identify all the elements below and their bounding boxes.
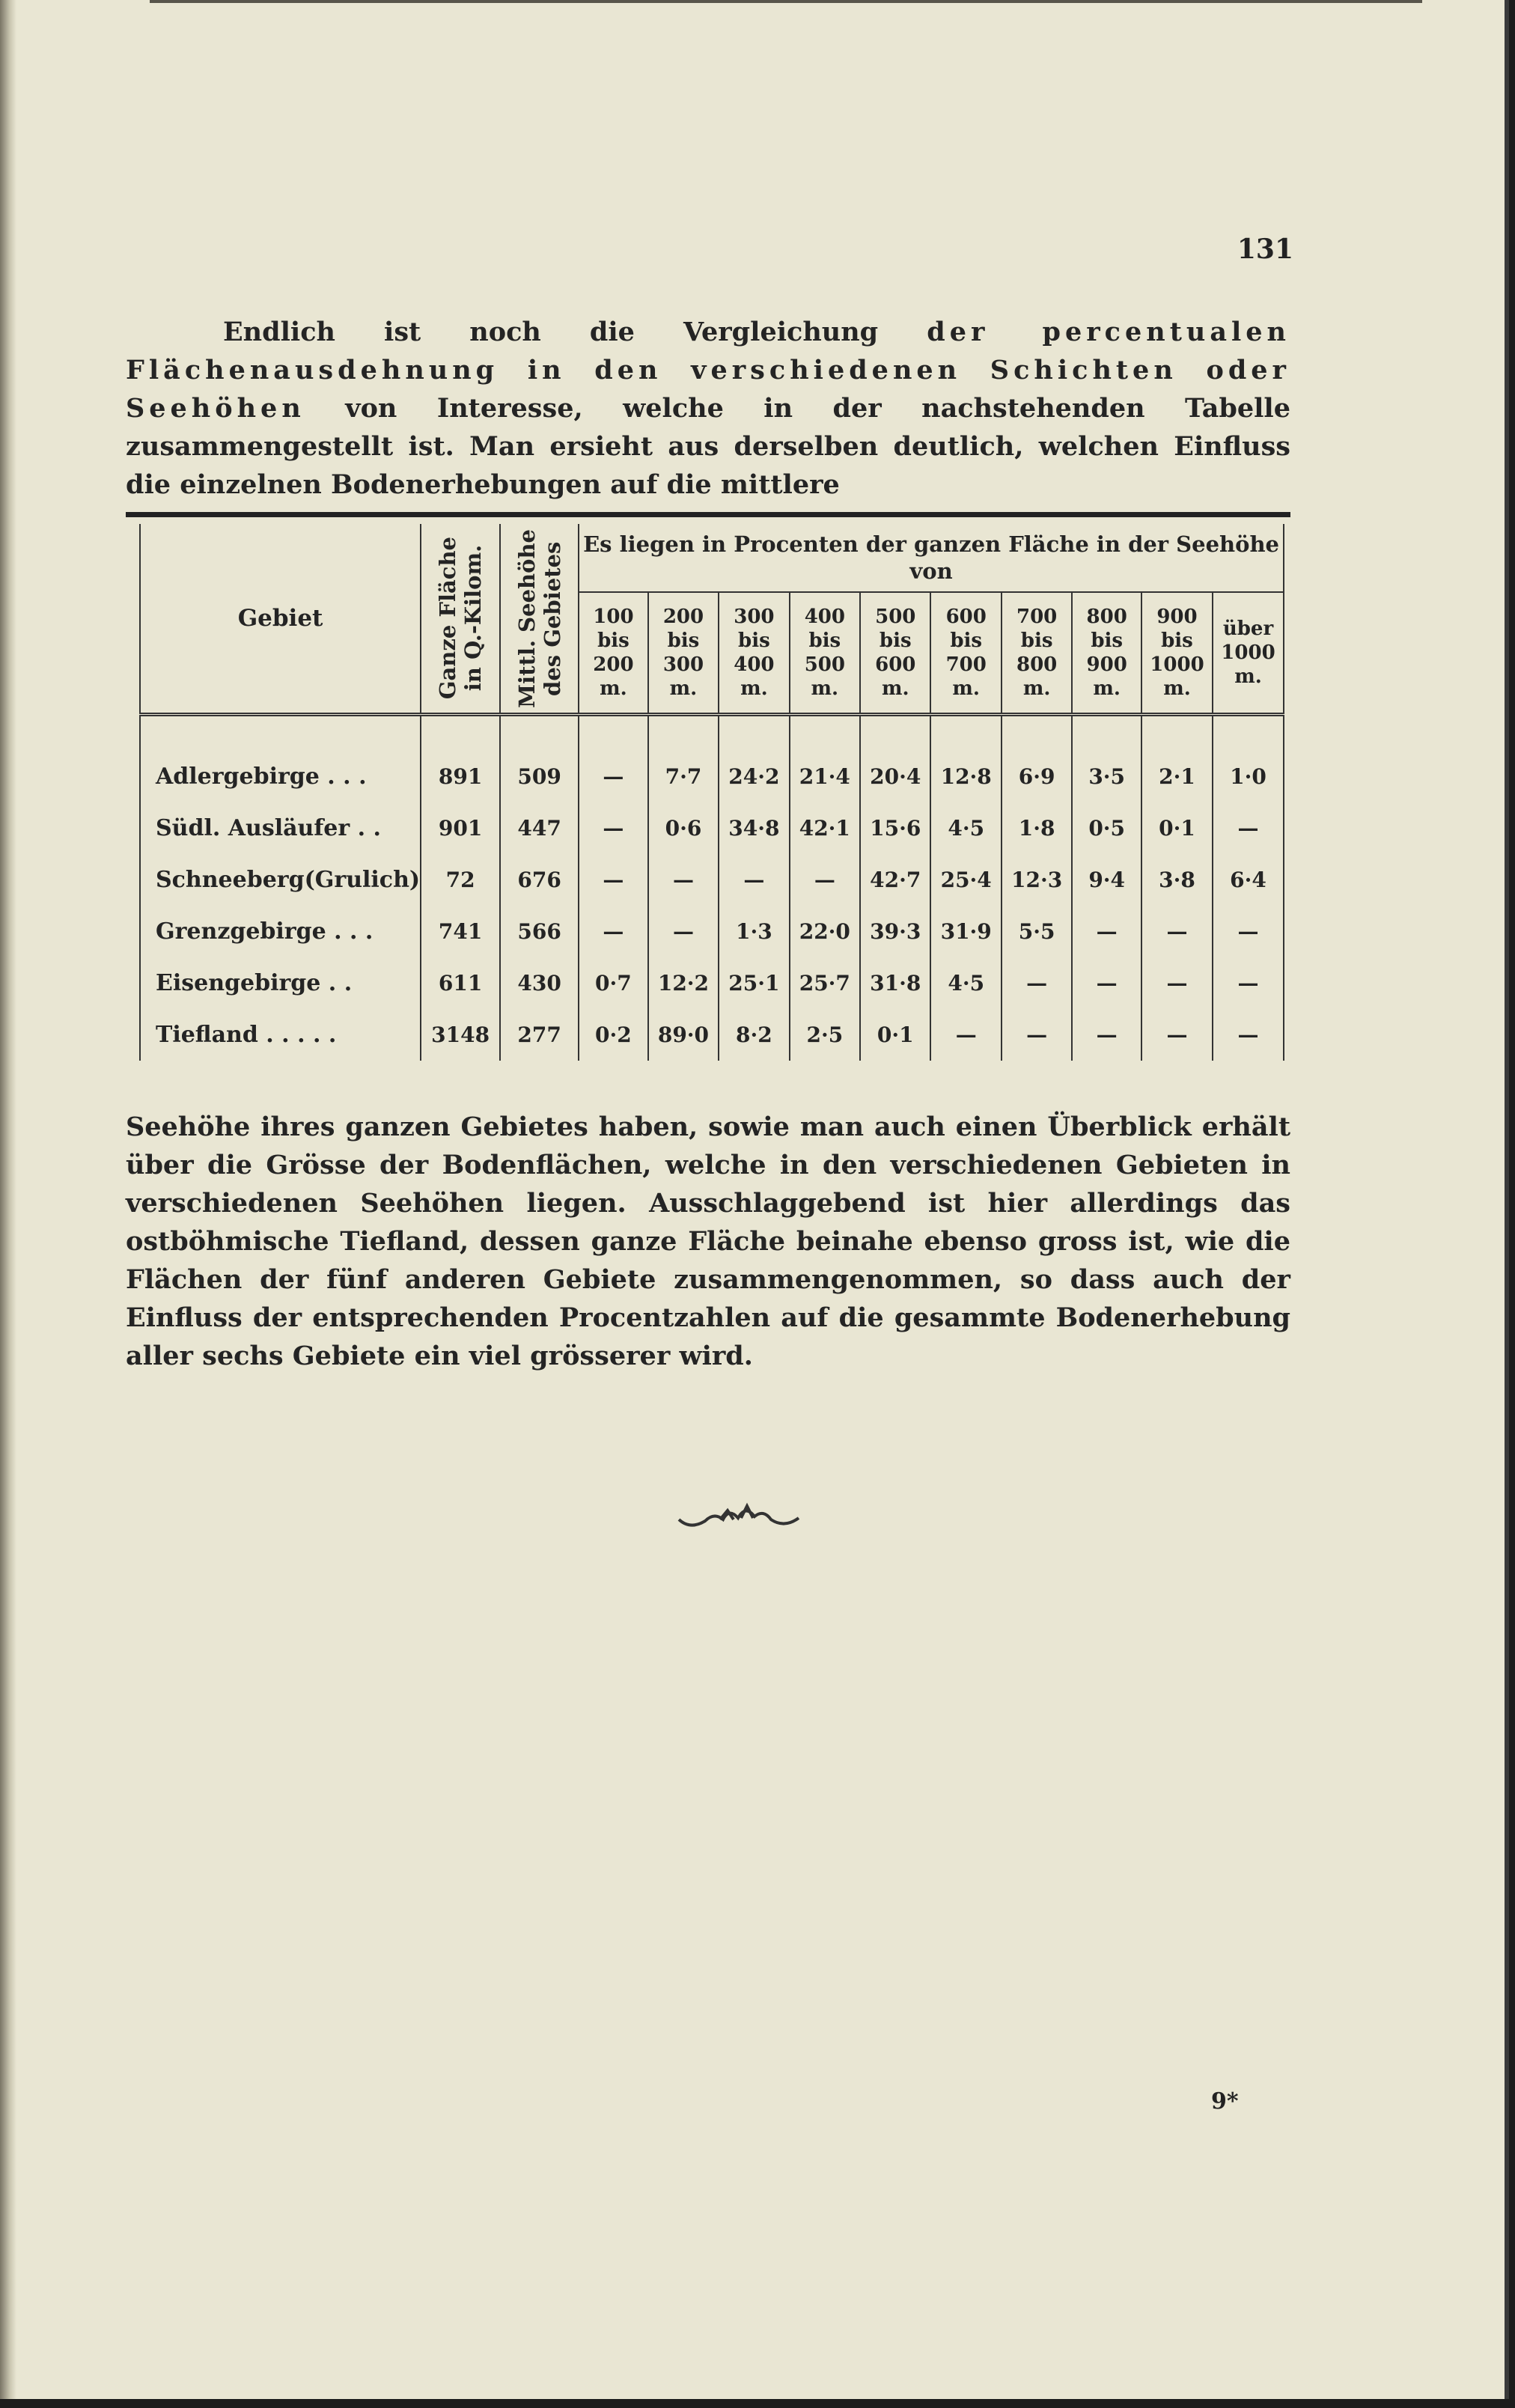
row-gebiet-name: Grenzgebirge . . . — [140, 906, 421, 957]
row-percent-value: 12·3 — [1002, 854, 1072, 906]
ornament-flourish-icon — [675, 1497, 802, 1534]
row-gebiet-name: Tiefland . . . . . — [140, 1009, 421, 1061]
row-percent-value: 89·0 — [648, 1009, 719, 1061]
intro-text-before: Endlich ist noch die Vergleichung — [223, 317, 927, 347]
row-percent-value: 12·8 — [930, 751, 1001, 802]
row-percent-value: 20·4 — [860, 751, 930, 802]
header-bin: über 1000 m. — [1213, 592, 1284, 715]
row-percent-value: — — [1213, 1009, 1284, 1061]
header-bin: 700 bis 800 m. — [1002, 592, 1072, 715]
row-hoehe-value: 676 — [500, 854, 579, 906]
intro-text-after: von Interesse, welche in der nachstehenden Tabelle zusammengestellt ist. Man ersieht aus derselben deutlich, welchen Einfluss die einzelnen Bodenerhebungen auf die mittlere — [126, 393, 1290, 500]
row-percent-value: — — [1213, 906, 1284, 957]
row-percent-value: 24·2 — [719, 751, 789, 802]
row-percent-value: — — [579, 906, 648, 957]
table-row — [140, 1009, 1284, 1061]
row-percent-value: — — [648, 906, 719, 957]
header-percent-span: Es liegen in Procenten der ganzen Fläche in der Seehöhe von — [579, 524, 1284, 592]
row-percent-value: 5·5 — [1002, 906, 1072, 957]
signature-mark: 9* — [1211, 2088, 1239, 2115]
row-percent-value: 15·6 — [860, 802, 930, 854]
row-percent-value: 1·8 — [1002, 802, 1072, 854]
table-row — [140, 957, 1284, 1009]
row-flaeche-value: 901 — [421, 802, 500, 854]
header-seehoehe-text: Mittl. Seehöhe des Gebietes — [513, 528, 565, 708]
row-percent-value: 34·8 — [719, 802, 789, 854]
table-row — [140, 854, 1284, 906]
header-bin: 600 bis 700 m. — [930, 592, 1001, 715]
row-percent-value: — — [579, 751, 648, 802]
row-percent-value: 25·1 — [719, 957, 789, 1009]
row-percent-value: — — [1002, 957, 1072, 1009]
row-percent-value: — — [579, 854, 648, 906]
row-percent-value: 39·3 — [860, 906, 930, 957]
intro-paragraph — [126, 313, 1290, 504]
table-row — [140, 802, 1284, 854]
row-percent-value: 4·5 — [930, 957, 1001, 1009]
row-percent-value: 1·3 — [719, 906, 789, 957]
row-percent-value: 25·7 — [790, 957, 860, 1009]
row-hoehe-value: 430 — [500, 957, 579, 1009]
row-percent-value: 1·0 — [1213, 751, 1284, 802]
header-bin: 200 bis 300 m. — [648, 592, 719, 715]
header-bin: 300 bis 400 m. — [719, 592, 789, 715]
row-percent-value: 22·0 — [790, 906, 860, 957]
row-percent-value: 0·6 — [648, 802, 719, 854]
row-percent-value: 31·9 — [930, 906, 1001, 957]
row-percent-value: 6·4 — [1213, 854, 1284, 906]
row-percent-value: — — [1141, 906, 1213, 957]
header-bin: 900 bis 1000 m. — [1141, 592, 1213, 715]
row-percent-value: — — [790, 854, 860, 906]
row-flaeche-value: 741 — [421, 906, 500, 957]
row-flaeche-value: 611 — [421, 957, 500, 1009]
row-percent-value: — — [719, 854, 789, 906]
table-top-rule — [126, 512, 1290, 517]
row-hoehe-value: 447 — [500, 802, 579, 854]
header-bin: 100 bis 200 m. — [579, 592, 648, 715]
header-bin: 500 bis 600 m. — [860, 592, 930, 715]
row-hoehe-value: 277 — [500, 1009, 579, 1061]
row-percent-value: 0·5 — [1072, 802, 1141, 854]
header-separator-row — [140, 715, 1284, 752]
row-percent-value: 3·5 — [1072, 751, 1141, 802]
intro-spaced-text: der percentualen Flächenausdehnung in den verschiedenen Schichten oder Seehöhen — [126, 317, 1291, 424]
header-seehoehe — [500, 524, 579, 715]
row-flaeche-value: 891 — [421, 751, 500, 802]
row-hoehe-value: 509 — [500, 751, 579, 802]
row-percent-value: 4·5 — [930, 802, 1001, 854]
row-gebiet-name: Adlergebirge . . . — [140, 751, 421, 802]
top-edge-line — [150, 0, 1422, 3]
header-flaeche — [421, 524, 500, 715]
row-percent-value: 2·5 — [790, 1009, 860, 1061]
row-percent-value: 2·1 — [1141, 751, 1213, 802]
row-percent-value: 42·7 — [860, 854, 930, 906]
closing-paragraph: Seehöhe ihres ganzen Gebietes haben, sowie man auch einen Überblick erhält über die Grösse der Bodenflächen, welche in den verschiedenen Gebieten in verschiedenen Seehöhen liegen. Ausschlaggebend ist hier allerdings das ostböhmische Tiefland, dessen ganze Fläche beinahe ebenso gross ist, wie die Flächen der fünf anderen Gebiete zusammengenommen, so dass auch der Einfluss der entsprechenden Procentzahlen auf die gesammte Bodenerhebung aller sechs Gebiete ein viel grösserer wird. — [126, 1112, 1290, 1371]
row-percent-value: — — [648, 854, 719, 906]
row-percent-value: — — [1141, 957, 1213, 1009]
header-bin: 400 bis 500 m. — [790, 592, 860, 715]
row-percent-value: — — [1141, 1009, 1213, 1061]
row-percent-value: 42·1 — [790, 802, 860, 854]
row-percent-value: — — [1072, 957, 1141, 1009]
header-flaeche-text: Ganze Fläche in Q.-Kilom. — [435, 537, 487, 700]
row-percent-value: — — [1213, 802, 1284, 854]
row-percent-value: 31·8 — [860, 957, 930, 1009]
row-percent-value: 3·8 — [1141, 854, 1213, 906]
header-gebiet: Gebiet — [140, 524, 421, 715]
row-percent-value: — — [1072, 1009, 1141, 1061]
row-percent-value: 25·4 — [930, 854, 1001, 906]
row-percent-value: 0·1 — [860, 1009, 930, 1061]
row-percent-value: 0·2 — [579, 1009, 648, 1061]
page-binding-shadow — [0, 0, 16, 2399]
table-row — [140, 751, 1284, 802]
row-flaeche-value: 3148 — [421, 1009, 500, 1061]
row-flaeche-value: 72 — [421, 854, 500, 906]
row-percent-value: 0·7 — [579, 957, 648, 1009]
row-percent-value: 0·1 — [1141, 802, 1213, 854]
row-percent-value: 21·4 — [790, 751, 860, 802]
table-row — [140, 906, 1284, 957]
page-number: 131 — [1237, 234, 1293, 265]
header-bin: 800 bis 900 m. — [1072, 592, 1141, 715]
row-percent-value: — — [930, 1009, 1001, 1061]
row-gebiet-name: Schneeberg(Grulich) — [140, 854, 421, 906]
row-percent-value: 8·2 — [719, 1009, 789, 1061]
row-percent-value: 12·2 — [648, 957, 719, 1009]
row-percent-value: — — [1072, 906, 1141, 957]
row-gebiet-name: Südl. Ausläufer . . — [140, 802, 421, 854]
row-percent-value: — — [1002, 1009, 1072, 1061]
row-percent-value: 6·9 — [1002, 751, 1072, 802]
row-percent-value: 9·4 — [1072, 854, 1141, 906]
row-percent-value: 7·7 — [648, 751, 719, 802]
row-percent-value: — — [1213, 957, 1284, 1009]
row-hoehe-value: 566 — [500, 906, 579, 957]
row-gebiet-name: Eisengebirge . . — [140, 957, 421, 1009]
elevation-table — [139, 524, 1284, 1061]
row-percent-value: — — [579, 802, 648, 854]
